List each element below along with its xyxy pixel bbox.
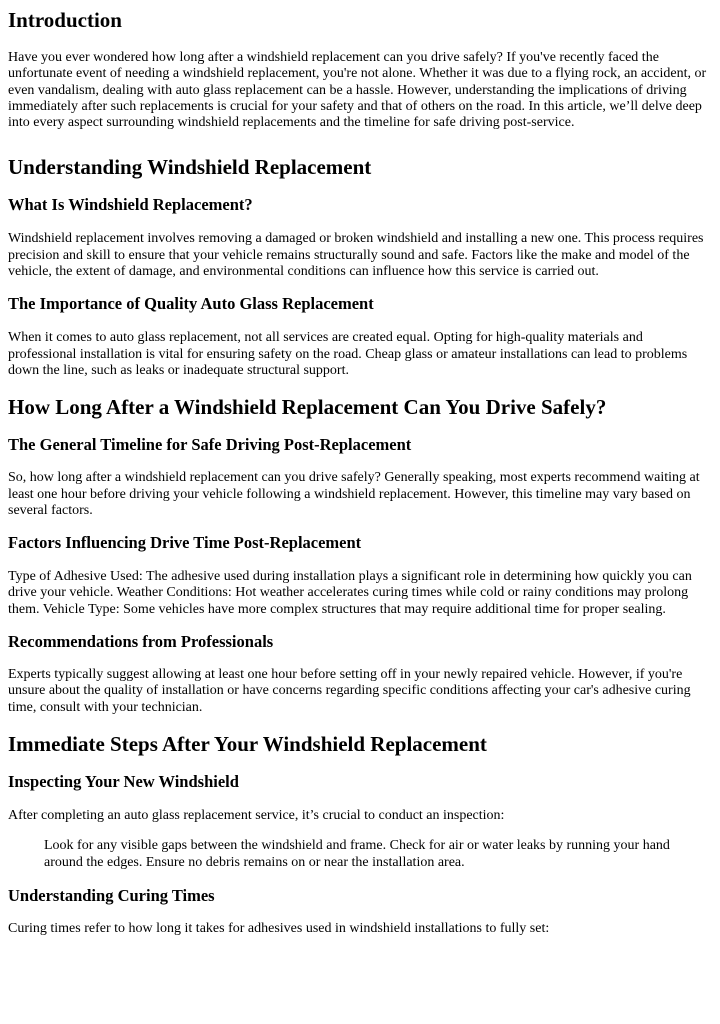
section-heading-how-long-drive-safely: How Long After a Windshield Replacement Can You Drive Safely? xyxy=(8,395,607,420)
factors-paragraph: Type of Adhesive Used: The adhesive used during installation plays a significant role in determining how quickly you can drive your vehicle. Weather Conditions: Hot weather accelerates curing times while cold or rainy conditions may prolong them. Vehicle Type: Some vehicles have more complex structures that may require additional time for proper sealing. xyxy=(8,569,692,617)
article xyxy=(0,7,720,937)
curing-times-paragraph: Curing times refer to how long it takes for adhesives used in windshield installations to fully set: xyxy=(8,920,550,936)
quality-auto-glass-paragraph: When it comes to auto glass replacement, not all services are created equal. Opting for high-quality materials and professional installation is vital for ensuring safety on the road. Cheap glass or amateur installations can lead to problems down the line, such as leaks or inadequate structural support. xyxy=(8,330,688,378)
section-heading-introduction: Introduction xyxy=(8,8,122,32)
introduction-paragraph: Have you ever wondered how long after a windshield replacement can you drive safely? If you've recently faced the unfortunate event of needing a windshield replacement, you're not alone. Whether it was due to a flying rock, an accident, or even vandalism, dealing with auto glass replacement can be a hassle. However, understanding the implications of driving immediately after such replacements is crucial for your safety and that of others on the road. In this article, we’ll delve deep into every aspect surrounding windshield replacements and the timeline for safe driving post-service. xyxy=(8,50,707,131)
subheading-inspecting-new-windshield: Inspecting Your New Windshield xyxy=(8,771,239,791)
what-is-windshield-replacement-paragraph: Windshield replacement involves removing a damaged or broken windshield and installing a new one. This process requires precision and skill to ensure that your vehicle remains structurally sound and safe. Factors like the make and model of the vehicle, the extent of damage, and environmental conditions can influence how this service is carried out. xyxy=(8,231,704,280)
subheading-general-timeline: The General Timeline for Safe Driving Post-Replacement xyxy=(8,435,412,455)
section-heading-immediate-steps: Immediate Steps After Your Windshield Replacement xyxy=(8,731,487,756)
subheading-understanding-curing-times: Understanding Curing Times xyxy=(8,885,215,905)
subheading-quality-auto-glass-replacement: The Importance of Quality Auto Glass Replacement xyxy=(8,294,374,314)
subheading-factors-influencing-drive-time: Factors Influencing Drive Time Post-Replacement xyxy=(8,533,362,553)
subheading-recommendations-from-professionals: Recommendations from Professionals xyxy=(8,632,274,652)
recommendations-paragraph: Experts typically suggest allowing at least one hour before setting off in your newly repaired vehicle. However, if you're unsure about the quality of installation or have concerns regarding specific conditions affecting your car's adhesive curing time, consult with your technician. xyxy=(8,667,691,715)
general-timeline-paragraph: So, how long after a windshield replacement can you drive safely? Generally speaking, most experts recommend waiting at least one hour before driving your vehicle following a windshield replacement. However, this timeline may vary based on several factors. xyxy=(8,470,700,518)
section-heading-understanding-windshield-replacement: Understanding Windshield Replacement xyxy=(8,155,372,180)
inspecting-paragraph: After completing an auto glass replacement service, it’s crucial to conduct an inspection: xyxy=(8,807,505,823)
subheading-what-is-windshield-replacement: What Is Windshield Replacement? xyxy=(8,195,253,215)
inspection-checklist: Look for any visible gaps between the windshield and frame. Check for air or water leaks by running your hand around the edges. Ensure no debris remains on or near the installation area. xyxy=(44,838,670,870)
